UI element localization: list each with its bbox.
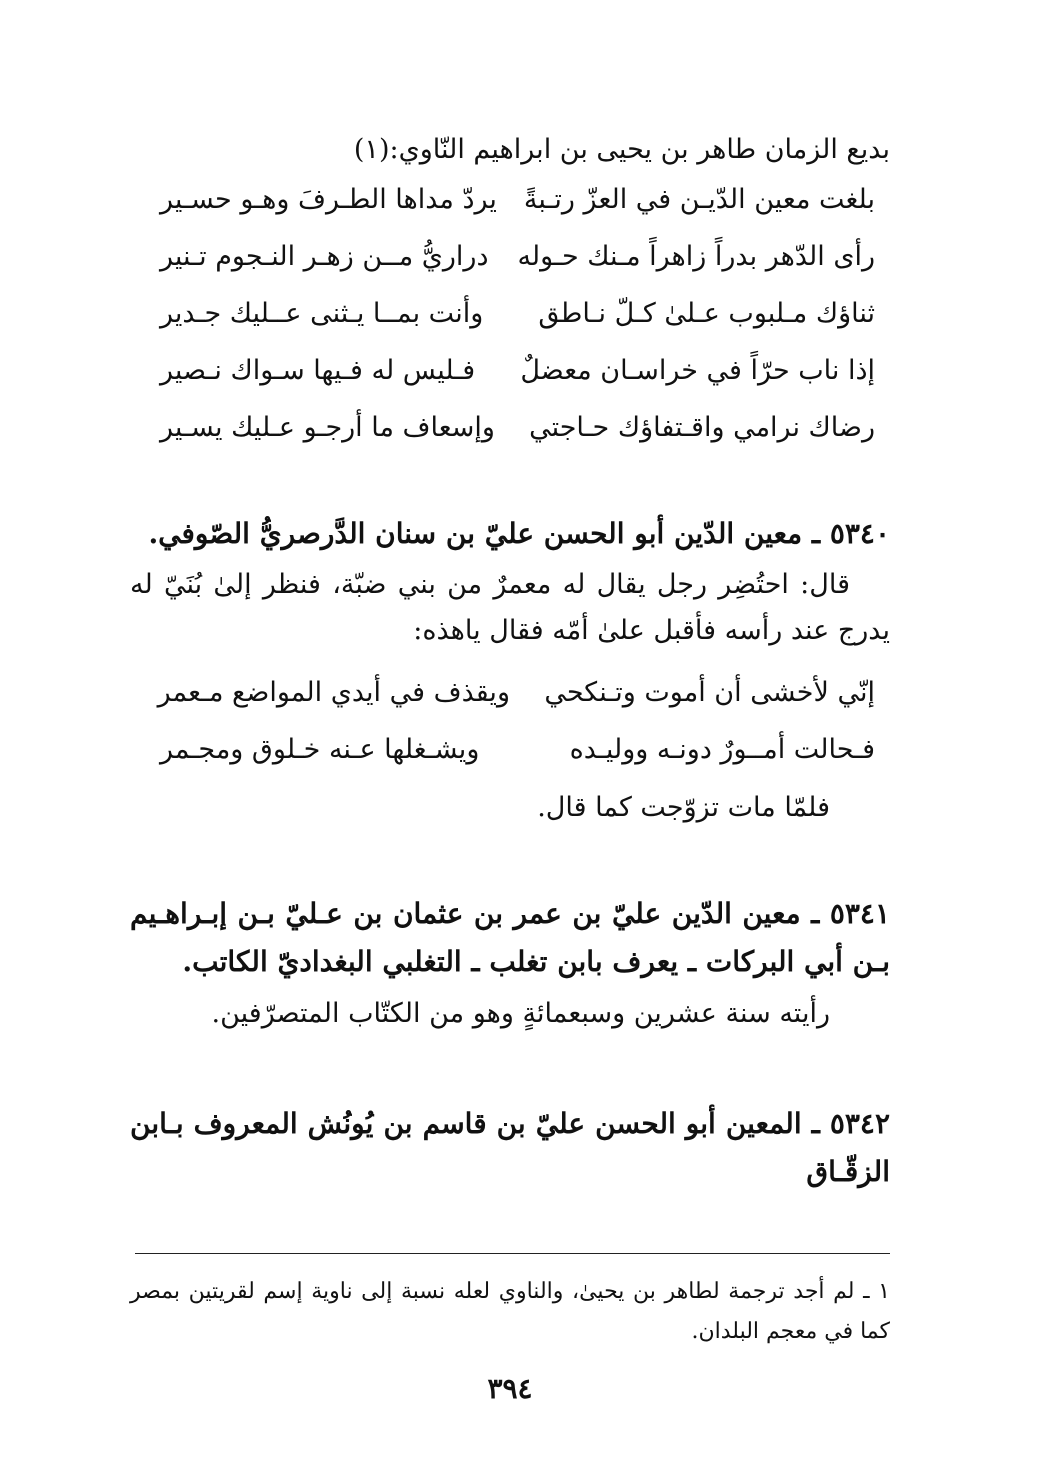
verse-line [130,406,890,450]
footnote-divider [135,1253,890,1254]
entry-heading: ٥٣٤٠ ـ معين الدّين أبو الحسن عليّ بن سنان الدَّرصريُّ الصّوفي. [148,517,890,550]
entry-closing-line: فلمّا مات تزوّجت كما قال. [537,792,830,823]
entry-text: رأيته سنة عشرين وسبعمائةٍ وهو من الكتّاب المتصرّفين. [211,998,830,1029]
entry-heading: ٥٣٤٢ ـ المعين أبو الحسن عليّ بن قاسم بن يُونُش المعروف بـابن الزقّـاق [130,1107,890,1188]
verse-first-hemistich: ثناؤك مـلبوب عـلىٰ كـلّ نـاطق [538,298,875,329]
verse-line [130,292,890,336]
document-page [130,110,890,1430]
verse-second-hemistich: فـليس له فـيها سـواك نـصير [160,355,476,386]
verse-line [130,728,890,772]
verse-second-hemistich: ويشـغلها عـنه خـلوق ومجـمر [160,734,480,765]
verse-second-hemistich: دراريُّ مــن زهـر النـجوم تـنير [160,241,489,272]
page-number: ٣٩٤ [487,1372,533,1405]
intro-line: بديع الزمان طاهر بن يحيى بن ابراهيم النّاوي:(١) [353,134,890,165]
verse-second-hemistich: ويقذف في أيدي المواضع مـعمر [157,677,510,708]
verse-first-hemistich: إنّي لأخشى أن أموت وتـنكحي [544,677,875,708]
entry-heading: ٥٣٤١ ـ معين الدّين عليّ بن عمر بن عثمان بن عـليّ بـن إبـراهـيم بـن أبي البركات ـ يعرف بابن تغلب ـ التغلبي البغداديّ الكاتب. [130,897,890,978]
verse-first-hemistich: رضاك نرامي واقـتفاؤك حـاجتي [529,412,875,443]
verse-line [130,671,890,715]
verse-second-hemistich: وإسعاف ما أرجـو عـليك يسـير [160,412,495,443]
verse-first-hemistich: إذا ناب حرّاً في خراسـان معضلٌ [520,355,875,386]
footnote: ١ ـ لم أجد ترجمة لطاهر بن يحيىٰ، والناوي لعله نسبة إلى ناوية إسم لقريتين بمصر كما في معجم البلدان. [130,1279,890,1344]
verse-first-hemistich: فـحالت أمــورٌ دونـه ووليـده [569,734,875,765]
verse-first-hemistich: رأى الدّهر بدراً زاهراً مـنك حـوله [517,241,875,272]
verse-second-hemistich: وأنت بمــا يـثنى عــليك جـدير [160,298,484,329]
verse-first-hemistich: بلغت معين الدّيـن في العزّ رتـبةً [523,184,875,215]
verse-line [130,235,890,279]
verse-second-hemistich: يردّ مداها الطـرفَ وهـو حسـير [160,184,497,215]
verse-line [130,349,890,393]
verse-line [130,178,890,222]
entry-text: قال: احتُضِر رجل يقال له معمرٌ من بني ضبّة، فنظر إلىٰ بُنَيّ له يدرج عند رأسه فأقبل علىٰ أمّه فقال ياهذه: [130,569,890,646]
